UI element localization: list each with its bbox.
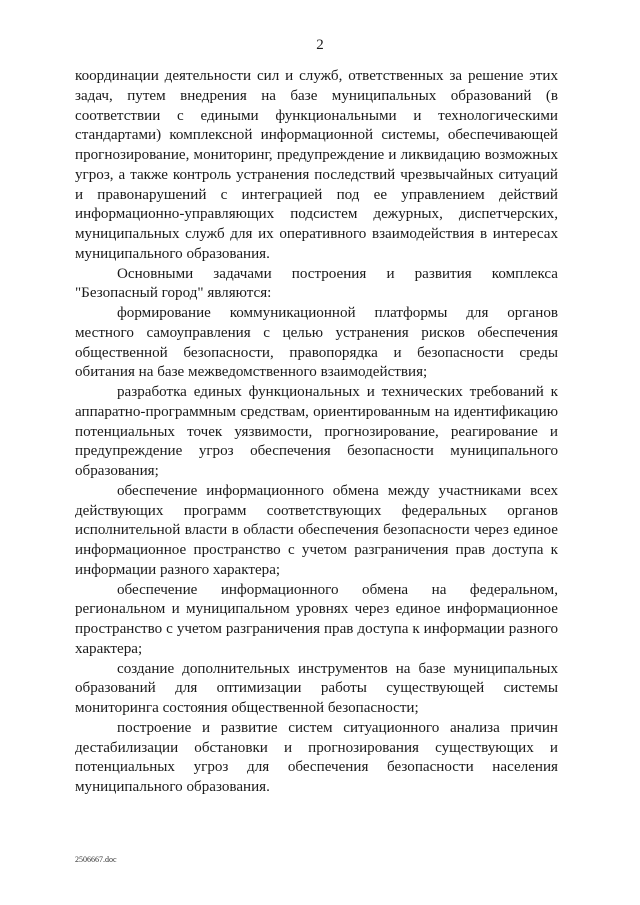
paragraph-task-additional-tools: создание дополнительных инструментов на базе муниципальных образований для оптимизации работы существующей системы мониторинга состояния общественной безопасности; [75, 660, 558, 716]
paragraph-tasks-intro: Основными задачами построения и развития комплекса "Безопасный город" являются: [75, 265, 558, 302]
paragraph-task-situational-analysis: построение и развитие систем ситуационного анализа причин дестабилизации обстановки и прогнозирования существующих и потенциальных угроз для обеспечения безопасности населения муниципального образования. [75, 719, 558, 795]
paragraph-task-communication-platform: формирование коммуникационной платформы для органов местного самоуправления с целью устранения рисков обеспечения общественной безопасности, правопорядка и безопасности среды обитания на базе межведомственного взаимодействия; [75, 305, 558, 381]
document-body [75, 67, 558, 798]
paragraph-task-information-exchange: обеспечение информационного обмена между участниками всех действующих программ соответствующих федеральных органов исполнительной власти в области обеспечения безопасности через единое информационное пространство с учетом разграничения прав доступа к информации разного характера; [75, 482, 558, 578]
paragraph-continuation: координации деятельности сил и служб, ответственных за решение этих задач, путем внедрения на базе муниципальных образований (в соответствии с едиными функциональными и технологическими стандартами) комплексной информационной системы, обеспечивающей прогнозирование, мониторинг, предупреждение и ликвидацию возможных угроз, а также контроль устранения последствий чрезвычайных ситуаций и правонарушений с интеграцией под ее управлением действий информационно-управляющих подсистем дежурных, диспетчерских, муниципальных служб для их оперативного взаимодействия в интересах муниципального образования. [75, 68, 558, 262]
paragraph-task-levels-exchange: обеспечение информационного обмена на федеральном, региональном и муниципальном уровнях через единое информационное пространство с учетом разграничения прав доступа к информации разного характера; [75, 581, 558, 657]
page-number: 2 [316, 37, 324, 53]
footer-filename: 2506667.doc [75, 855, 117, 864]
paragraph-task-requirements: разработка единых функциональных и технических требований к аппаратно-программным средствам, ориентированным на идентификацию потенциальных точек уязвимости, прогнозирование, реагирование и предупреждение угроз обеспечения безопасности муниципального образования; [75, 384, 558, 479]
